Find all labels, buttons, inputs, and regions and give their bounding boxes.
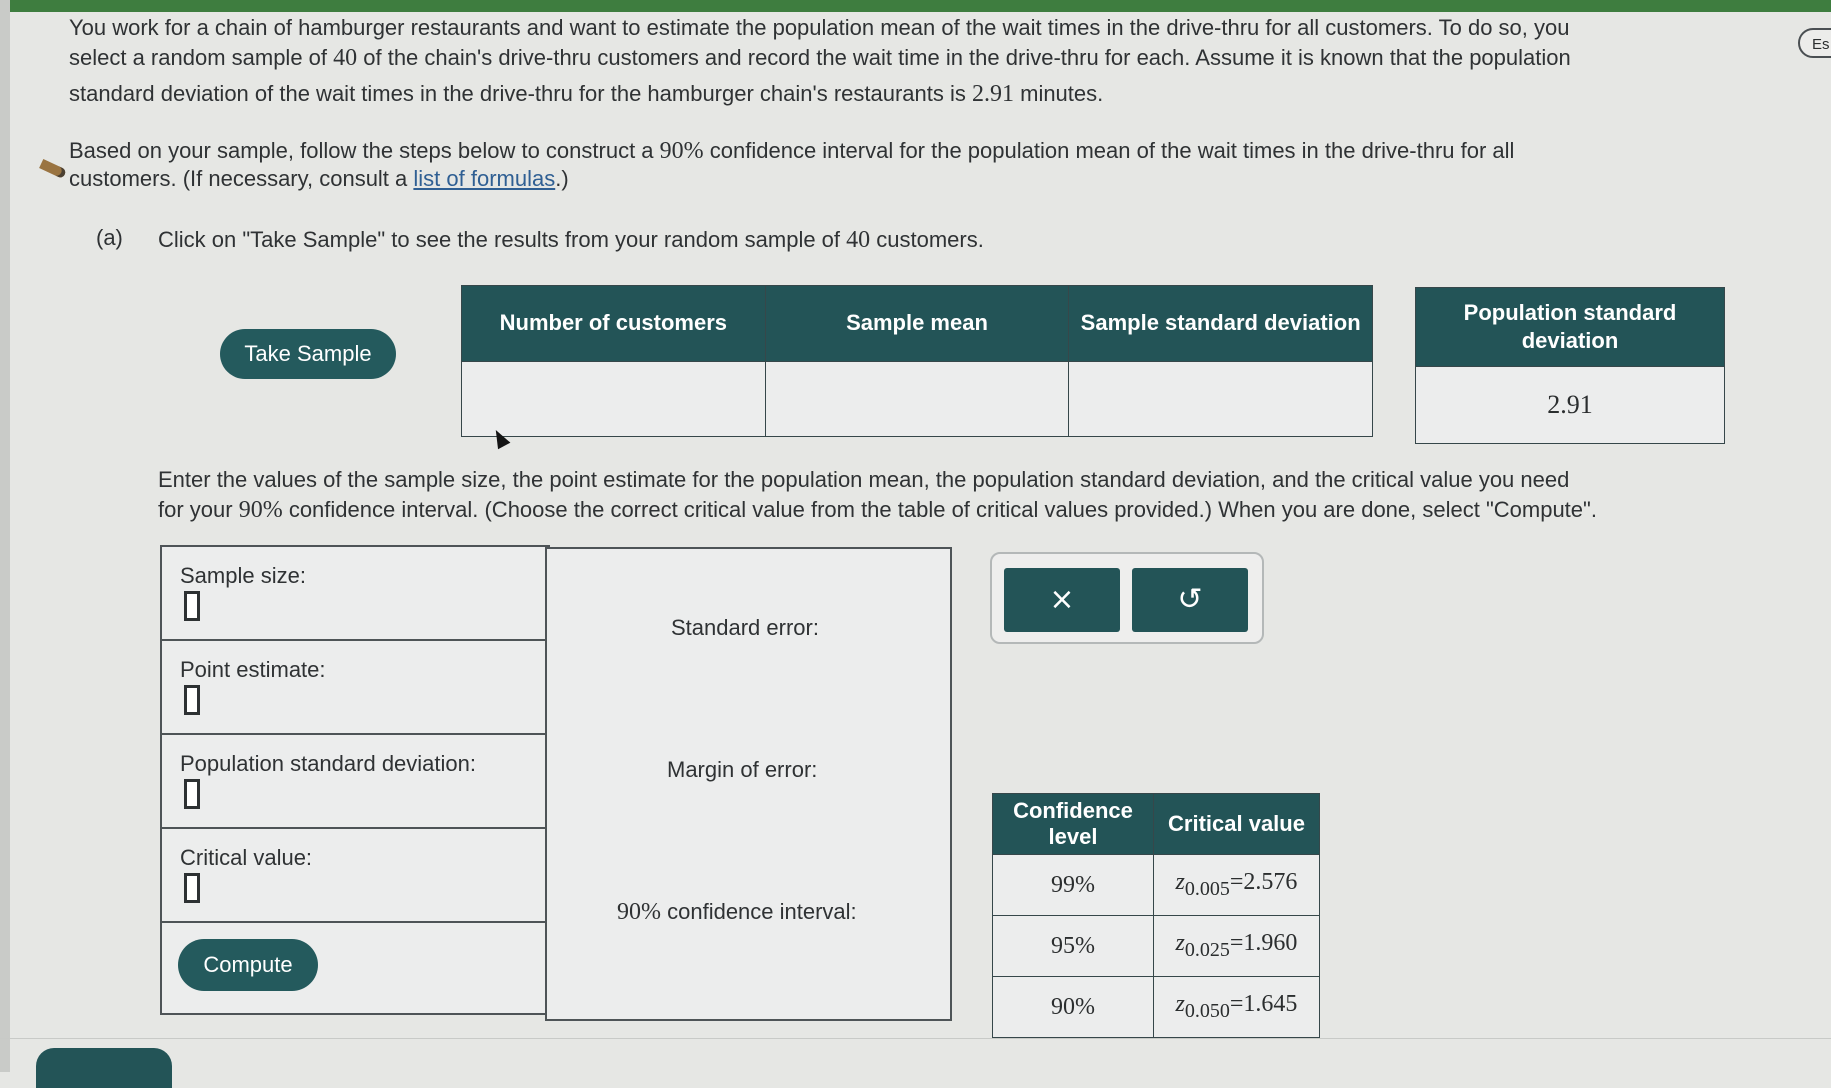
confidence-interval-label: [617, 899, 857, 926]
critical-values-table: [992, 793, 1320, 1038]
critical-number-95: =1.960: [1229, 930, 1298, 957]
standard-error-label: Standard error:: [671, 615, 819, 640]
instructions-line-1-prefix: Based on your sample, follow the steps below to construct a: [69, 138, 660, 163]
action-button-panel: [990, 552, 1264, 644]
critical-value-90: [1154, 977, 1320, 1038]
sample-size-row: [162, 547, 548, 641]
enter-instructions-line-2: [158, 496, 1597, 524]
part-a-sample-number: 40: [846, 227, 871, 253]
sample-table-value-row: [462, 361, 1373, 437]
instructions-line-2-suffix: .): [555, 166, 569, 191]
number-of-customers-value: [462, 361, 766, 437]
part-a-text-suffix: customers.: [870, 227, 984, 252]
intro-line-2-prefix: select a random sample of: [69, 45, 334, 70]
critical-value-95: [1154, 916, 1320, 977]
header-critical-value: Critical value: [1154, 794, 1320, 855]
enter-instructions-percent: 90%: [238, 497, 283, 523]
results-panel: [545, 547, 952, 1021]
population-table-value-row: [1416, 367, 1725, 444]
critical-value-input[interactable]: [184, 873, 200, 903]
critical-table-row: [993, 855, 1320, 916]
intro-line-2: [69, 44, 1571, 72]
sample-size-number: 40: [333, 45, 358, 71]
population-sd-number: 2.91: [972, 81, 1014, 107]
population-sd-row: [162, 735, 548, 829]
instructions-confidence-percent: 90%: [659, 138, 704, 164]
z-symbol: z: [1175, 991, 1185, 1018]
critical-table-header-row: [993, 794, 1320, 855]
confidence-interval-text: confidence interval:: [661, 899, 857, 924]
enter-instructions-line-1: Enter the values of the sample size, the point estimate for the population mean, the population standard deviation, and the critical value you need: [158, 467, 1570, 492]
instructions-line-1: [69, 137, 1514, 165]
confidence-interval-percent: 90%: [617, 899, 661, 925]
compute-button[interactable]: Compute: [178, 939, 318, 991]
point-estimate-row: [162, 641, 548, 735]
formulas-link[interactable]: list of formulas: [413, 166, 556, 191]
instructions-line-2-prefix: customers. (If necessary, consult a: [69, 166, 414, 191]
instructions-line-2: [69, 165, 569, 193]
clear-button[interactable]: [1004, 568, 1120, 632]
close-icon: ×: [1049, 582, 1075, 617]
critical-value-row: [162, 829, 548, 923]
critical-number-99: =2.576: [1229, 869, 1298, 896]
part-a-text-prefix: Click on "Take Sample" to see the results from your random sample of: [158, 227, 847, 252]
enter-instructions-line-2-suffix: confidence interval. (Choose the correct critical value from the table of critical values provided.) When you are done, select "Compute".: [282, 497, 1597, 522]
sample-size-label: Sample size:: [180, 563, 306, 588]
language-tab[interactable]: Es: [1798, 28, 1831, 58]
take-sample-button[interactable]: Take Sample: [220, 329, 396, 379]
left-sidebar-strip: [0, 0, 10, 1072]
top-header-strip: [0, 0, 1831, 12]
intro-line-3-suffix: minutes.: [1014, 81, 1104, 106]
critical-subscript-90: 0.050: [1184, 999, 1230, 1022]
sample-results-table: [461, 285, 1373, 437]
header-population-standard-deviation: Population standard deviation: [1416, 288, 1725, 367]
critical-table-row: [993, 916, 1320, 977]
population-sd-label: Population standard deviation:: [180, 751, 476, 776]
population-sd-table: [1415, 287, 1725, 444]
population-sd-input[interactable]: [184, 779, 200, 809]
pencil-icon: [39, 159, 67, 179]
confidence-level-90: 90%: [993, 977, 1154, 1038]
critical-subscript-99: 0.005: [1184, 877, 1230, 900]
bottom-divider: [0, 1038, 1831, 1039]
sample-standard-deviation-value: [1069, 361, 1373, 437]
critical-number-90: =1.645: [1229, 991, 1298, 1018]
point-estimate-label: Point estimate:: [180, 657, 326, 682]
sample-table-header-row: [462, 286, 1373, 362]
header-sample-mean: Sample mean: [765, 286, 1069, 362]
reset-button[interactable]: [1132, 568, 1248, 632]
population-standard-deviation-value: 2.91: [1416, 367, 1725, 444]
sample-size-input[interactable]: [184, 591, 200, 621]
part-a-label: (a): [96, 225, 123, 250]
z-symbol: z: [1175, 869, 1185, 896]
intro-line-1: You work for a chain of hamburger restaurants and want to estimate the population mean of the wait times in the drive-thru for all customers. To do so, you: [69, 15, 1570, 40]
enter-instructions-line-2-prefix: for your: [158, 497, 239, 522]
continue-button[interactable]: [36, 1048, 172, 1088]
intro-line-3-prefix: standard deviation of the wait times in the drive-thru for the hamburger chain's restaurants is: [69, 81, 972, 106]
margin-of-error-label: Margin of error:: [667, 757, 818, 782]
header-sample-standard-deviation: Sample standard deviation: [1069, 286, 1373, 362]
intro-line-3: [69, 80, 1103, 108]
critical-value-99: [1154, 855, 1320, 916]
z-symbol: z: [1175, 930, 1185, 957]
header-number-of-customers: Number of customers: [462, 286, 766, 362]
point-estimate-input[interactable]: [184, 685, 200, 715]
population-table-header-row: [1416, 288, 1725, 367]
header-confidence-level: Confidence level: [993, 794, 1154, 855]
intro-line-2-suffix: of the chain's drive-thru customers and record the wait time in the drive-thru for each. Assume it is known that the population: [357, 45, 1571, 70]
critical-value-label: Critical value:: [180, 845, 313, 870]
sample-mean-value: [765, 361, 1069, 437]
confidence-level-99: 99%: [993, 855, 1154, 916]
critical-table-row: [993, 977, 1320, 1038]
part-a-instruction: [158, 226, 984, 254]
confidence-level-95: 95%: [993, 916, 1154, 977]
instructions-line-1-suffix: confidence interval for the population mean of the wait times in the drive-thru for all: [703, 138, 1515, 163]
critical-subscript-95: 0.025: [1184, 938, 1230, 961]
undo-icon: ↺: [1177, 582, 1203, 617]
